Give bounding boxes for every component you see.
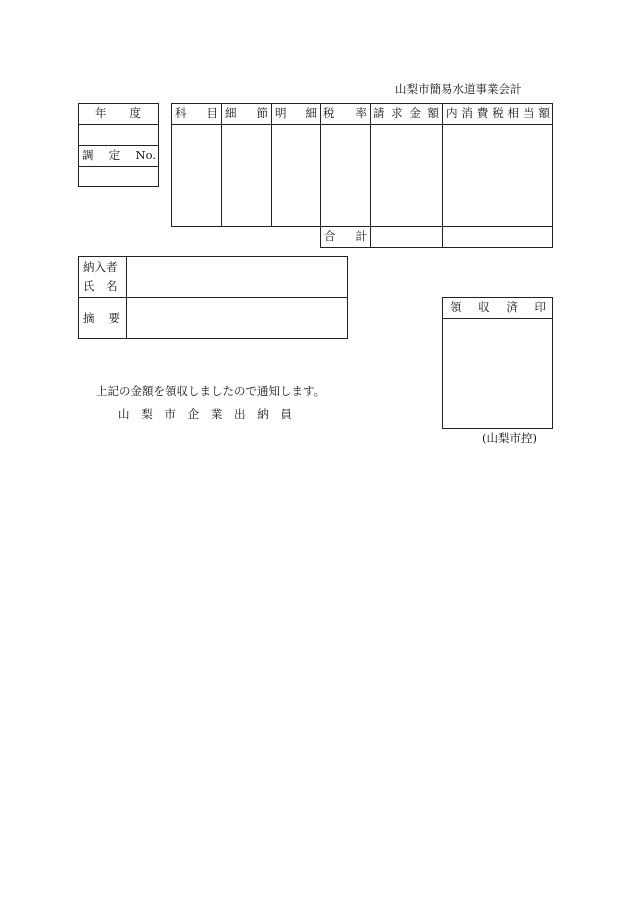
header-tax-rate: 税 率	[323, 106, 367, 120]
header-kamoku: 科 目	[175, 106, 218, 120]
summary-label: 摘 要	[83, 311, 120, 325]
header-saisetsu: 細 節	[225, 106, 268, 120]
receipt-stamp-box	[442, 297, 553, 429]
copy-footer: (山梨市控)	[482, 431, 537, 445]
header-meisai: 明 細	[275, 106, 317, 120]
payer-name-label-line1: 納入者	[83, 260, 118, 274]
year-label: 年 度	[95, 106, 141, 120]
org-title: 山梨市簡易水道事業会計	[395, 82, 522, 96]
total-label: 合 計	[324, 229, 367, 243]
header-consumption-tax: 内 消 費 税 相 当 額	[446, 106, 550, 120]
receipt-stamp-label: 領 収 済 印	[450, 300, 546, 314]
header-billed-amount: 請 求 金 額	[373, 106, 439, 120]
signer-title: 山 梨 市 企 業 出 納 員	[118, 407, 292, 421]
main-table	[171, 103, 553, 227]
payer-name-label-line2: 氏 名	[83, 279, 118, 293]
notice-text: 上記の金額を領収しましたので通知します。	[96, 384, 326, 398]
control-number-label: 調 定 No.	[82, 148, 156, 162]
